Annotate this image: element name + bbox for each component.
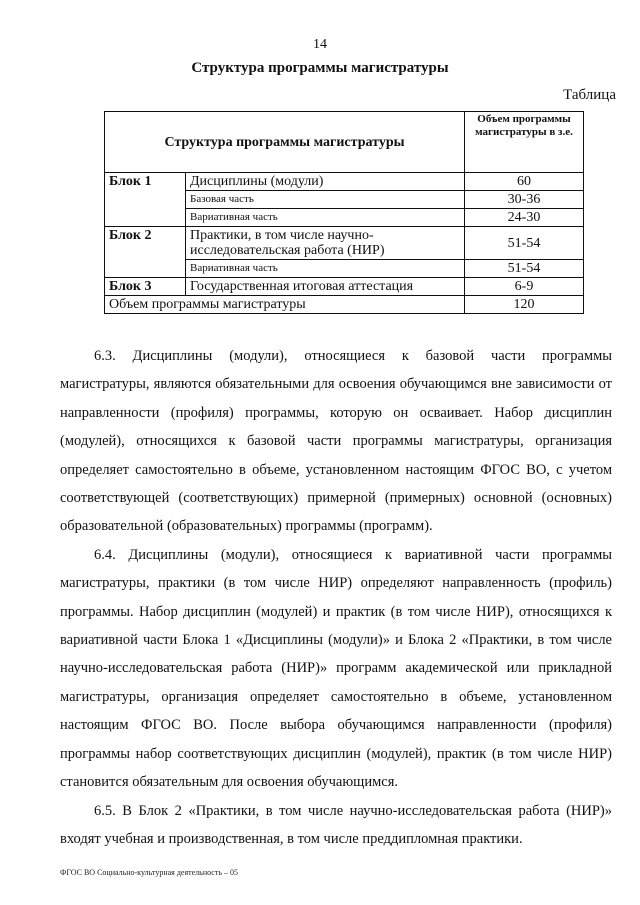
table-total-row [105, 296, 584, 314]
row-value: 30-36 [465, 191, 584, 209]
row-name: Вариативная часть [186, 260, 465, 278]
total-value: 120 [465, 296, 584, 314]
row-value: 51-54 [465, 227, 584, 260]
program-structure-table [104, 111, 584, 314]
table-row [105, 278, 584, 296]
total-label: Объем программы магистратуры [105, 296, 465, 314]
row-name: Вариативная часть [186, 209, 465, 227]
table-caption: Таблица [563, 87, 616, 103]
block-label: Блок 3 [105, 278, 186, 296]
paragraph-6-4: 6.4. Дисциплины (модули), относящиеся к вариативной части программы магистратуры, практики (в том числе НИР) определяют направленность (профиль) программы. Набор дисциплин (модулей) и практик (в том числе НИР), относящихся к вариативной части Блока 1 «Дисциплины (модули)» и Блока 2 «Практики, в том числе научно-исследовательская работа (НИР)» программ академической или прикладной магистратуры, организация определяет самостоятельно в объеме, установленном настоящим ФГОС ВО. После выбора обучающимся направленности (профиля) программы набор соответствующих дисциплин (модулей), практик (в том числе НИР) становится обязательным для освоения обучающимся. [60, 546, 612, 791]
row-name: Государственная итоговая аттестация [186, 278, 465, 296]
table-row [105, 173, 584, 191]
row-value: 51-54 [465, 260, 584, 278]
row-name: Дисциплины (модули) [186, 173, 465, 191]
row-value: 24-30 [465, 209, 584, 227]
row-value: 6-9 [465, 278, 584, 296]
paragraph-6-3: 6.3. Дисциплины (модули), относящиеся к базовой части программы магистратуры, являются обязательными для освоения обучающимся вне зависимости от направленности (профиля) программы, которую он осваивает. Набор дисциплин (модулей), относящихся к базовой части программы магистратуры, организация определяет самостоятельно в объеме, установленном настоящим ФГОС ВО, с учетом соответствующей (соответствующих) примерной (примерных) основной (основных) образовательной (образовательных) программы (программ). [60, 348, 612, 535]
block-label: Блок 1 [105, 173, 186, 227]
row-name: Базовая часть [186, 191, 465, 209]
paragraph-6-5: 6.5. В Блок 2 «Практики, в том числе научно-исследовательская работа (НИР)» входят учебная и производственная, в том числе преддипломная практики. [60, 802, 612, 847]
body-text [60, 342, 612, 853]
header-volume: Объем программы магистратуры в з.е. [465, 112, 584, 173]
table-row [105, 227, 584, 260]
table-header-row [105, 112, 584, 173]
row-name: Практики, в том числе научно-исследовательская работа (НИР) [186, 227, 465, 260]
row-value: 60 [465, 173, 584, 191]
block-label: Блок 2 [105, 227, 186, 278]
section-title: Структура программы магистратуры [191, 60, 449, 76]
page-footer: ФГОС ВО Социально-культурная деятельность – 05 [60, 868, 238, 877]
page-number: 14 [313, 37, 327, 52]
header-structure: Структура программы магистратуры [105, 112, 465, 173]
